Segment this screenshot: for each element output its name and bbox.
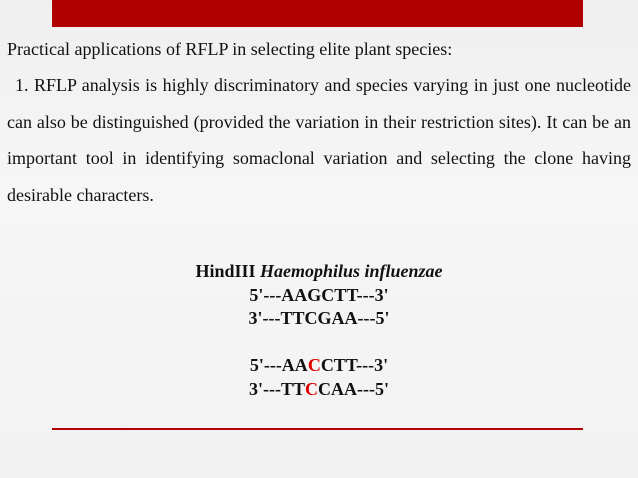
original-top-strand: 5'---AAGCTT---3' — [249, 284, 389, 305]
restriction-site-block — [0, 260, 638, 401]
enzyme-organism: Haemophilus influenzae — [260, 261, 443, 281]
mutated-top-prefix: 5'---AA — [249, 355, 308, 375]
mutated-top-suffix: CTT---3' — [320, 355, 389, 375]
mutated-bottom-strand — [0, 378, 638, 402]
sequence-spacer — [0, 331, 638, 355]
top-accent-bar — [52, 0, 583, 27]
original-bottom-strand: 3'---TTCGAA---5' — [248, 308, 390, 328]
point-1-text: 1. RFLP analysis is highly discriminatory and species varying in just one nucleotide can also be distinguished (provided the variation in their restriction sites). It can be an important tool in identifying somaclonal variation and selecting the clone having desirable characters. — [7, 75, 631, 205]
slide-heading: Practical applications of RFLP in selecting elite plant species: — [7, 39, 453, 59]
mutated-bottom-base: C — [305, 378, 318, 399]
mutated-top-base: C — [307, 355, 321, 375]
mutated-bottom-suffix: CAA---5' — [318, 378, 389, 399]
bottom-divider — [52, 428, 583, 430]
enzyme-name: HindIII — [195, 261, 256, 281]
mutated-bottom-prefix: 3'---TT — [249, 378, 305, 399]
enzyme-title — [0, 260, 638, 284]
mutated-top-strand — [0, 354, 638, 378]
